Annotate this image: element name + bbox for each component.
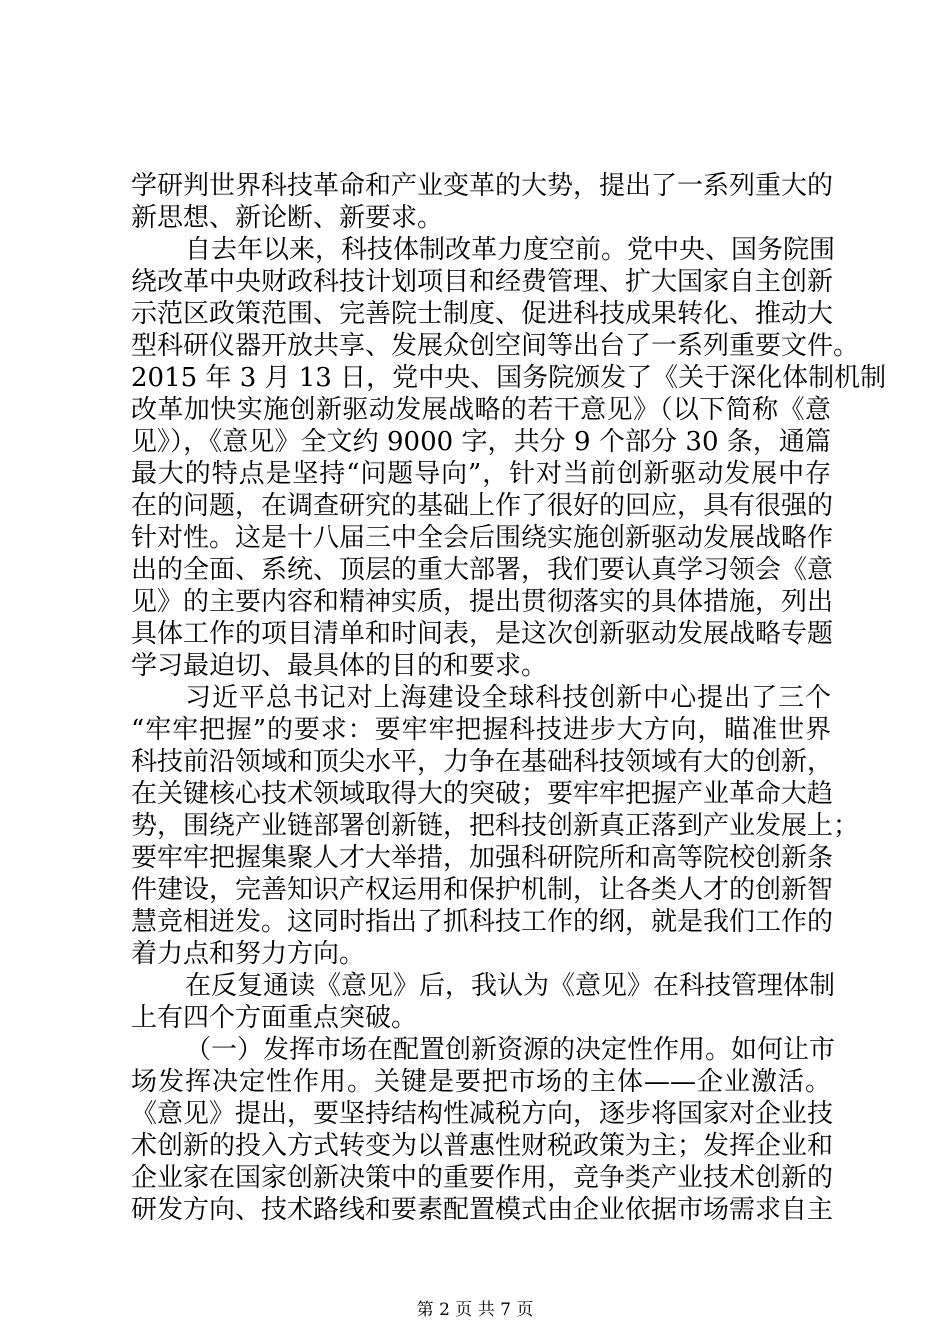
text-line: 型科研仪器开放共享、发展众创空间等出台了一系列重要文件。 [131,331,860,361]
text-line: 新思想、新论断、新要求。 [131,203,444,233]
text-line: 改革加快实施创新驱动发展战略的若干意见》（以下简称《意 [131,395,831,425]
text-line: （一）发挥市场在配置创新资源的决定性作用。如何让市 [185,1035,836,1065]
text-line: 慧竞相迸发。这同时指出了抓科技工作的纲，就是我们工作的 [131,907,834,937]
text-line: 自去年以来，科技体制改革力度空前。党中央、国务院围 [185,235,836,265]
text-line: 具体工作的项目清单和时间表，是这次创新驱动发展战略专题 [131,619,834,649]
text-line: 2015 年 3 月 13 日，党中央、国务院颁发了《关于深化体制机制 [131,363,887,393]
text-line: 《意见》提出，要坚持结构性减税方向，逐步将国家对企业技 [131,1099,834,1129]
text-line: 科技前沿领域和顶尖水平，力争在基础科技领域有大的创新， [131,747,834,777]
paragraph [131,682,860,970]
text-line: 学研判世界科技革命和产业变革的大势，提出了一系列重大的 [131,171,834,201]
paragraph [131,1034,836,1226]
text-line: 最大的特点是坚持“问题导向”，针对当前创新驱动发展中存 [131,459,831,489]
text-line: 出的全面、系统、顶层的重大部署，我们要认真学习领会《意 [131,555,834,585]
text-line: 企业家在国家创新决策中的重要作用，竞争类产业技术创新的 [131,1163,834,1193]
text-line: 件建设，完善知识产权运用和保护机制，让各类人才的创新智 [131,875,834,905]
text-line: 示范区政策范围、完善院士制度、促进科技成果转化、推动大 [131,299,834,329]
document-body [131,170,887,1226]
paragraph [131,970,836,1034]
text-line: 势，围绕产业链部署创新链，把科技创新真正落到产业发展上； [131,811,860,841]
page-number: 第 2 页 共 7 页 [416,1300,534,1320]
text-line: 着力点和努力方向。 [131,939,366,969]
text-line: 学习最迫切、最具体的目的和要求。 [131,651,548,681]
text-line: 见》的主要内容和精神实质，提出贯彻落实的具体措施，列出 [131,587,834,617]
text-line: 术创新的投入方式转变为以普惠性财税政策为主；发挥企业和 [131,1131,834,1161]
text-line: 在关键核心技术领域取得大的突破；要牢牢把握产业革命大趋 [131,779,834,809]
text-line: 在的问题，在调查研究的基础上作了很好的回应，具有很强的 [131,491,834,521]
page-footer [0,1300,950,1320]
text-line: 研发方向、技术路线和要素配置模式由企业依据市场需求自主 [131,1195,834,1225]
text-line: 上有四个方面重点突破。 [131,1003,418,1033]
text-line: 习近平总书记对上海建设全球科技创新中心提出了三个 [185,683,831,713]
paragraph [131,234,887,682]
text-line: 针对性。这是十八届三中全会后围绕实施创新驱动发展战略作 [131,523,834,553]
text-line: 在反复通读《意见》后，我认为《意见》在科技管理体制 [185,971,836,1001]
text-line: 要牢牢把握集聚人才大举措，加强科研院所和高等院校创新条 [131,843,834,873]
text-line: “牢牢把握”的要求：要牢牢把握科技进步大方向，瞄准世界 [131,715,831,745]
paragraph [131,170,834,234]
text-line: 见》），《意见》全文约 9000 字，共分 9 个部分 30 条，通篇 [131,427,831,457]
text-line: 绕改革中央财政科技计划项目和经费管理、扩大国家自主创新 [131,267,834,297]
text-line: 场发挥决定性作用。关键是要把市场的主体——企业激活。 [131,1067,831,1097]
